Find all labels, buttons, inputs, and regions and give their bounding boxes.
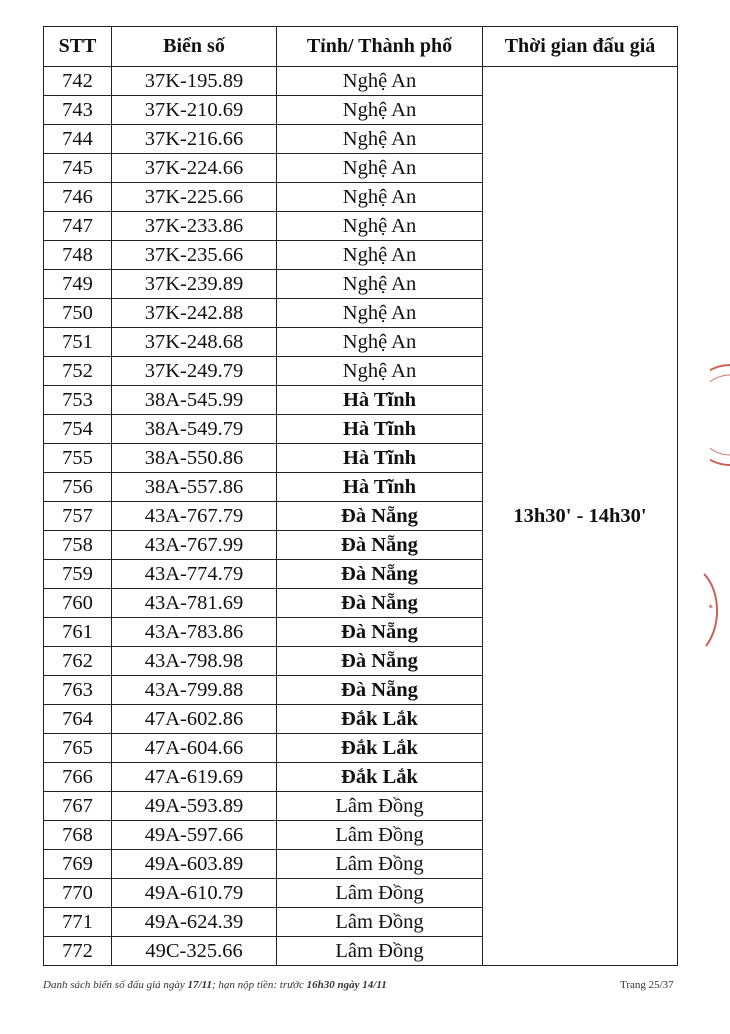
cell-stt: 745: [44, 154, 112, 183]
cell-stt: 756: [44, 473, 112, 502]
cell-city: Nghệ An: [277, 357, 483, 386]
cell-city: Lâm Đồng: [277, 908, 483, 937]
cell-stt: 764: [44, 705, 112, 734]
cell-plate: 37K-249.79: [112, 357, 277, 386]
cell-stt: 760: [44, 589, 112, 618]
cell-plate: 37K-242.88: [112, 299, 277, 328]
header-time: Thời gian đấu giá: [483, 27, 678, 67]
footer-middle: ; hạn nộp tiền: trước: [211, 979, 304, 991]
cell-stt: 758: [44, 531, 112, 560]
cell-stt: 769: [44, 850, 112, 879]
cell-city: Đà Nẵng: [277, 531, 483, 560]
cell-plate: 37K-225.66: [112, 183, 277, 212]
cell-plate: 49A-624.39: [112, 908, 277, 937]
table-row: [44, 67, 678, 96]
cell-plate: 37K-210.69: [112, 96, 277, 125]
cell-plate: 49A-610.79: [112, 879, 277, 908]
cell-city: Lâm Đồng: [277, 937, 483, 966]
cell-stt: 761: [44, 618, 112, 647]
cell-plate: 43A-767.99: [112, 531, 277, 560]
cell-plate: 43A-781.69: [112, 589, 277, 618]
cell-city: Nghệ An: [277, 154, 483, 183]
table-header-row: [44, 27, 678, 67]
red-seal-stamp-top: [710, 360, 730, 470]
cell-city: Đà Nẵng: [277, 647, 483, 676]
header-city: Tỉnh/ Thành phố: [277, 27, 483, 67]
cell-city: Nghệ An: [277, 96, 483, 125]
cell-stt: 765: [44, 734, 112, 763]
cell-auction-time: 13h30' - 14h30': [483, 67, 678, 966]
cell-plate: 47A-619.69: [112, 763, 277, 792]
cell-city: Hà Tĩnh: [277, 444, 483, 473]
auction-plate-table: [43, 26, 678, 966]
cell-plate: 43A-774.79: [112, 560, 277, 589]
cell-stt: 759: [44, 560, 112, 589]
cell-city: Lâm Đồng: [277, 792, 483, 821]
cell-city: Nghệ An: [277, 67, 483, 96]
cell-city: Lâm Đồng: [277, 821, 483, 850]
cell-stt: 751: [44, 328, 112, 357]
cell-plate: 37K-195.89: [112, 67, 277, 96]
cell-plate: 47A-602.86: [112, 705, 277, 734]
cell-plate: 38A-545.99: [112, 386, 277, 415]
cell-stt: 755: [44, 444, 112, 473]
cell-stt: 757: [44, 502, 112, 531]
cell-city: Hà Tĩnh: [277, 415, 483, 444]
cell-city: Hà Tĩnh: [277, 386, 483, 415]
cell-stt: 748: [44, 241, 112, 270]
cell-city: Lâm Đồng: [277, 879, 483, 908]
cell-plate: 38A-549.79: [112, 415, 277, 444]
footer-deadline: 16h30 ngày 14/11: [306, 979, 387, 991]
footer-auction-date: 17/11: [187, 979, 212, 991]
header-plate: Biển số: [112, 27, 277, 67]
page-number: Trang 25/37: [620, 979, 674, 991]
cell-city: Nghệ An: [277, 183, 483, 212]
cell-stt: 743: [44, 96, 112, 125]
cell-city: Đắk Lắk: [277, 763, 483, 792]
cell-city: Lâm Đồng: [277, 850, 483, 879]
cell-stt: 770: [44, 879, 112, 908]
cell-city: Nghệ An: [277, 212, 483, 241]
cell-stt: 742: [44, 67, 112, 96]
cell-plate: 37K-239.89: [112, 270, 277, 299]
cell-city: Đà Nẵng: [277, 676, 483, 705]
red-signature-mark: [700, 570, 730, 650]
header-stt: STT: [44, 27, 112, 67]
cell-stt: 752: [44, 357, 112, 386]
cell-plate: 49C-325.66: [112, 937, 277, 966]
cell-plate: 43A-798.98: [112, 647, 277, 676]
footer-note: [43, 979, 387, 991]
cell-plate: 37K-216.66: [112, 125, 277, 154]
cell-stt: 749: [44, 270, 112, 299]
cell-stt: 762: [44, 647, 112, 676]
cell-stt: 763: [44, 676, 112, 705]
cell-stt: 771: [44, 908, 112, 937]
cell-city: Nghệ An: [277, 125, 483, 154]
cell-city: Hà Tĩnh: [277, 473, 483, 502]
cell-stt: 744: [44, 125, 112, 154]
cell-plate: 38A-550.86: [112, 444, 277, 473]
footer-prefix: Danh sách biển số đấu giá ngày: [43, 979, 185, 991]
cell-stt: 766: [44, 763, 112, 792]
cell-city: Đắk Lắk: [277, 734, 483, 763]
cell-stt: 754: [44, 415, 112, 444]
cell-plate: 47A-604.66: [112, 734, 277, 763]
cell-stt: 768: [44, 821, 112, 850]
cell-city: Nghệ An: [277, 270, 483, 299]
cell-city: Nghệ An: [277, 328, 483, 357]
cell-plate: 49A-603.89: [112, 850, 277, 879]
cell-plate: 43A-799.88: [112, 676, 277, 705]
cell-city: Đà Nẵng: [277, 560, 483, 589]
cell-stt: 753: [44, 386, 112, 415]
cell-plate: 37K-235.66: [112, 241, 277, 270]
cell-plate: 37K-233.86: [112, 212, 277, 241]
cell-city: Đà Nẵng: [277, 589, 483, 618]
cell-stt: 747: [44, 212, 112, 241]
cell-plate: 49A-597.66: [112, 821, 277, 850]
cell-city: Đắk Lắk: [277, 705, 483, 734]
cell-plate: 37K-248.68: [112, 328, 277, 357]
cell-stt: 767: [44, 792, 112, 821]
cell-city: Đà Nẵng: [277, 618, 483, 647]
cell-plate: 49A-593.89: [112, 792, 277, 821]
table-body: [44, 67, 678, 966]
cell-city: Nghệ An: [277, 241, 483, 270]
cell-stt: 746: [44, 183, 112, 212]
cell-stt: 772: [44, 937, 112, 966]
cell-plate: 43A-767.79: [112, 502, 277, 531]
cell-city: Nghệ An: [277, 299, 483, 328]
cell-plate: 38A-557.86: [112, 473, 277, 502]
cell-plate: 43A-783.86: [112, 618, 277, 647]
cell-city: Đà Nẵng: [277, 502, 483, 531]
cell-stt: 750: [44, 299, 112, 328]
cell-plate: 37K-224.66: [112, 154, 277, 183]
